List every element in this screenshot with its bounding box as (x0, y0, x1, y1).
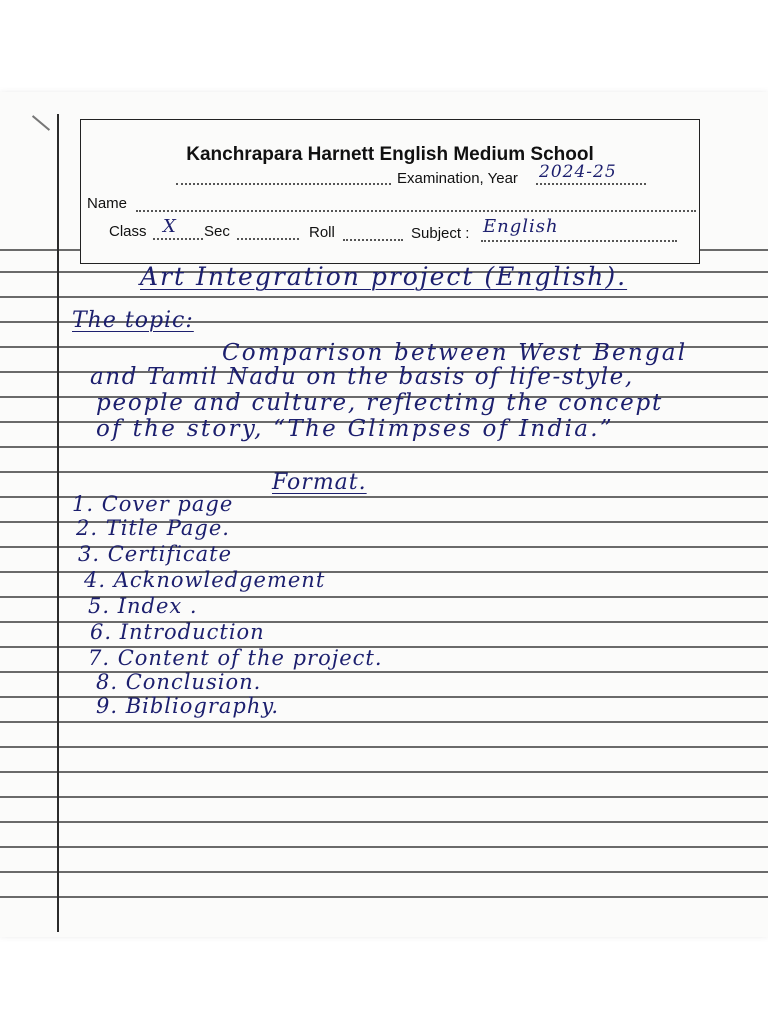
subject-blank (481, 240, 677, 242)
notebook-page (0, 92, 768, 937)
class-blank (153, 238, 203, 240)
topic-line-2: and Tamil Nadu on the basis of life-style, (90, 364, 634, 390)
year-blank (536, 183, 646, 185)
name-label: Name (87, 195, 128, 212)
format-item-2: 2. Title Page. (76, 516, 230, 540)
name-blank (136, 210, 696, 212)
format-item-3: 3. Certificate (78, 542, 233, 566)
format-item-1: 1. Cover page (72, 492, 234, 516)
examination-label: Examination, Year (397, 170, 518, 187)
year-value: 2024-25 (539, 162, 617, 182)
format-item-9: 9. Bibliography. (96, 694, 280, 718)
format-item-5: 5. Index . (88, 594, 198, 618)
topic-line-4: of the story, “The Glimpses of India.” (96, 416, 614, 442)
school-name: Kanchrapara Harnett English Medium School (186, 144, 594, 165)
format-item-4: 4. Acknowledgement (84, 568, 326, 592)
topic-line-3: people and culture, reflecting the concept (96, 390, 664, 416)
class-value: X (163, 216, 177, 237)
roll-label: Roll (309, 224, 335, 241)
roll-blank (343, 239, 403, 241)
topic-heading: The topic: (72, 308, 194, 333)
topic-line-1: Comparison between West Bengal (222, 340, 688, 366)
margin-line (57, 114, 59, 932)
subject-label: Subject : (411, 225, 470, 242)
sec-label: Sec (204, 223, 230, 240)
header-box (80, 119, 700, 264)
class-label: Class (109, 223, 147, 240)
format-item-6: 6. Introduction (90, 620, 265, 644)
sec-blank (237, 238, 299, 240)
format-item-7: 7. Content of the project. (88, 646, 383, 670)
format-item-8: 8. Conclusion. (96, 670, 262, 694)
format-heading: Format. (272, 470, 367, 495)
project-title: Art Integration project (English). (140, 262, 628, 291)
exam-name-blank (176, 183, 391, 185)
subject-value: English (483, 216, 559, 237)
